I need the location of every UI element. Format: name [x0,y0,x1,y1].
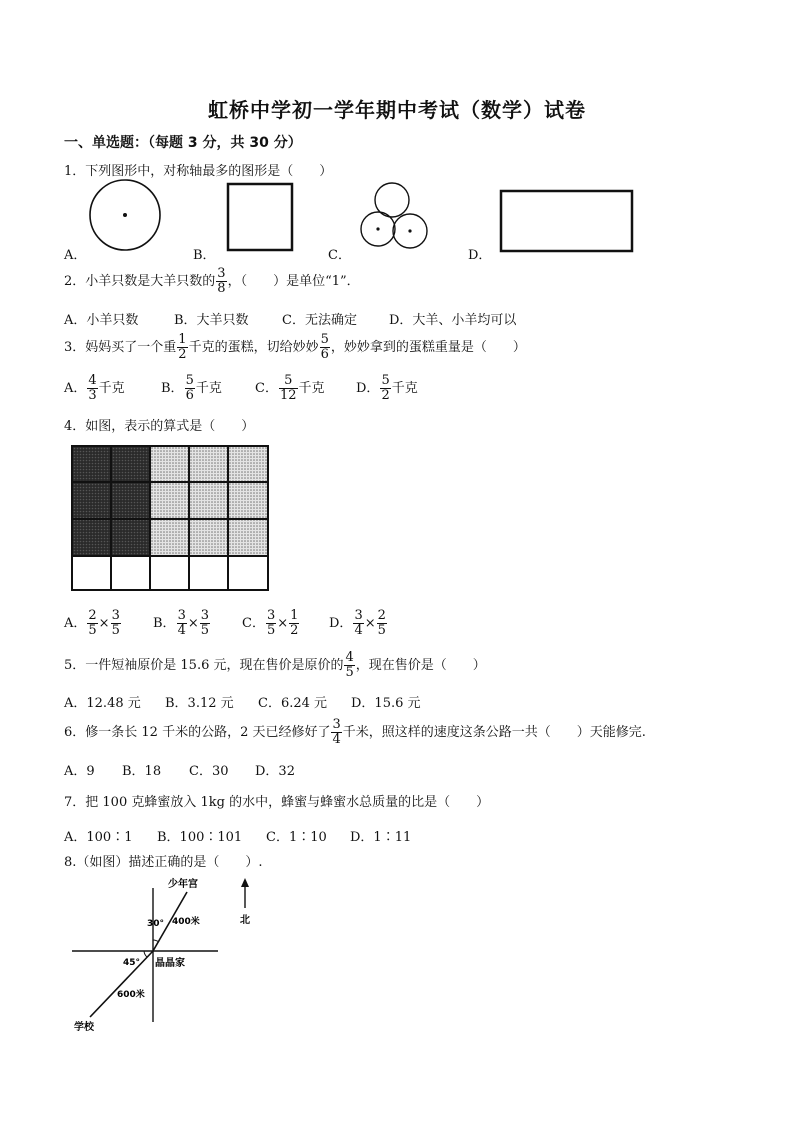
home-label: 晶晶家 [155,958,185,969]
route-to-school [90,951,153,1017]
denominator: 6 [320,347,329,362]
fraction-a [87,609,97,638]
question-6-stem [64,718,646,747]
angle-45-arc [144,951,147,957]
q7-option-a[interactable]: A．100∶1 [64,830,133,845]
section-heading: 一、单选题：（每题 3 分，共 30 分） [64,135,302,151]
times-sign: × [98,616,110,631]
option-fraction [279,374,298,403]
denominator: 4 [177,623,186,638]
q5-option-a[interactable]: A．12.48 元 [64,696,141,711]
fraction-a [177,609,187,638]
q6-option-a[interactable]: A．9 [64,764,95,779]
angle-45-label: 45° [123,958,141,968]
north-label: 北 [240,915,250,926]
q2-fraction [216,267,226,296]
denominator: 4 [354,623,363,638]
q2-stem-part2: ，（ ）是单位“1”． [227,274,360,289]
exam-title: 虹桥中学初一学年期中考试（数学）试卷 [208,98,586,122]
q3-fraction-2 [320,333,330,362]
denominator: 6 [185,388,194,403]
denominator: 12 [279,388,297,403]
unit-label: 千克 [195,381,222,396]
q3-option-d[interactable] [356,374,418,403]
three-circles-figure [361,183,427,248]
denominator: 5 [111,623,120,638]
q6-option-c[interactable]: C．30 [189,764,229,779]
q2-option-b[interactable]: B．大羊只数 [174,313,249,328]
numerator: 3 [354,608,363,623]
numerator: 3 [111,608,120,623]
numerator: 3 [332,717,341,732]
q1-option-b[interactable]: B． [193,248,216,263]
distance-400-label: 400米 [172,917,200,927]
q3-stem-part1: 3．妈妈买了一个重 [64,340,177,355]
numerator: 3 [200,608,210,623]
q2-option-d[interactable]: D．大羊、小羊均可以 [389,313,517,328]
q3-option-c[interactable] [255,374,325,403]
school-label: 学校 [74,1022,94,1033]
angle-30-label: 30° [147,919,165,929]
q3-option-b[interactable] [161,374,222,403]
q6-option-d[interactable]: D．32 [255,764,295,779]
rectangle-figure [501,191,632,251]
denominator: 5 [266,623,276,638]
circle-figure [90,180,160,250]
square-figure [228,184,292,250]
north-arrow-head [241,878,249,887]
question-7-stem: 7．把 100 克蜂蜜放入 1kg 的水中，蜂蜜与蜂蜜水总质量的比是（ ） [64,795,490,810]
q8-direction-map [60,870,300,1040]
fraction-b [377,609,387,638]
q5-fraction [344,651,354,680]
q4-grid-figure [70,444,270,592]
angle-30-arc [153,940,159,942]
option-label: B． [161,381,184,396]
q7-option-b[interactable]: B．100∶101 [157,830,243,845]
q3-option-a[interactable] [64,374,125,403]
palace-label: 少年宫 [168,879,198,890]
question-3-stem [64,333,526,362]
fraction-a [266,609,276,638]
q1-option-c[interactable]: C． [328,248,351,263]
option-fraction [87,374,97,403]
denominator: 2 [178,347,187,362]
q1-option-d[interactable]: D． [468,248,492,263]
question-5-stem [64,651,486,680]
numerator: 3 [217,266,226,281]
numerator: 3 [266,608,276,623]
denominator: 8 [217,281,226,296]
question-2-stem [64,267,360,296]
times-sign: × [277,616,289,631]
option-label: D． [329,616,353,631]
numerator: 1 [290,608,299,623]
q6-fraction [331,718,341,747]
question-8-stem: 8.（如图）描述正确的是（ ）. [64,855,263,870]
q7-option-c[interactable]: C．1∶10 [266,830,327,845]
denominator: 4 [332,732,341,747]
q4-option-b[interactable] [153,609,211,638]
q1-option-a[interactable]: A． [64,248,87,263]
numerator: 5 [284,373,293,388]
unit-label: 千克 [298,381,325,396]
q5-option-c[interactable]: C．6.24 元 [258,696,328,711]
q6-stem-part2: 千米，照这样的速度这条公路一共（ ）天能修完. [342,725,646,740]
q2-option-c[interactable]: C．无法确定 [282,313,357,328]
q5-stem-part2: ，现在售价是（ ） [355,658,486,673]
distance-600-label: 600米 [117,990,145,1000]
q2-stem-part1: 2．小羊只数是大羊只数的 [64,274,216,289]
numerator: 1 [178,332,187,347]
option-label: A． [64,381,87,396]
q5-option-b[interactable]: B．3.12 元 [165,696,234,711]
numerator: 2 [88,608,97,623]
q3-stem-part3: ，妙妙拿到的蛋糕重量是（ ） [330,340,526,355]
q5-option-d[interactable]: D．15.6 元 [351,696,421,711]
denominator: 2 [290,623,299,638]
option-label: A． [64,616,87,631]
fraction-b [289,609,299,638]
q5-stem-part1: 5．一件短袖原价是 15.6 元，现在售价是原价的 [64,658,344,673]
numerator: 4 [88,373,97,388]
q4-option-a[interactable] [64,609,122,638]
q6-stem-part1: 6．修一条长 12 千米的公路，2 天已经修好了 [64,725,331,740]
denominator: 2 [381,388,390,403]
numerator: 5 [185,373,194,388]
option-fraction [380,374,390,403]
denominator: 3 [88,388,97,403]
unit-label: 千克 [98,381,125,396]
q4-option-c[interactable] [242,609,300,638]
fraction-b [200,609,210,638]
option-label: D． [356,381,380,396]
option-label: C． [242,616,265,631]
denominator: 5 [88,623,97,638]
denominator: 5 [200,623,210,638]
numerator: 5 [381,373,390,388]
option-label: C． [255,381,278,396]
question-4-stem: 4．如图，表示的算式是（ ） [64,419,255,434]
times-sign: × [364,616,376,631]
q7-option-d[interactable]: D．1∶11 [350,830,412,845]
question-1-figures [60,176,660,266]
q4-option-d[interactable] [329,609,388,638]
denominator: 5 [377,623,386,638]
numerator: 4 [345,650,354,665]
question-1-stem: 1．下列图形中，对称轴最多的图形是（ ） [64,164,333,179]
times-sign: × [187,616,199,631]
q3-fraction-1 [177,333,187,362]
numerator: 3 [177,608,186,623]
denominator: 5 [345,665,354,680]
q6-option-b[interactable]: B．18 [122,764,162,779]
option-label: B． [153,616,176,631]
unit-label: 千克 [391,381,418,396]
option-fraction [185,374,195,403]
fraction-a [353,609,363,638]
q2-option-a[interactable]: A．小羊只数 [64,313,139,328]
fraction-b [111,609,121,638]
numerator: 5 [320,332,329,347]
q3-stem-part2: 千克的蛋糕，切给妙妙 [188,340,319,355]
numerator: 2 [377,608,386,623]
